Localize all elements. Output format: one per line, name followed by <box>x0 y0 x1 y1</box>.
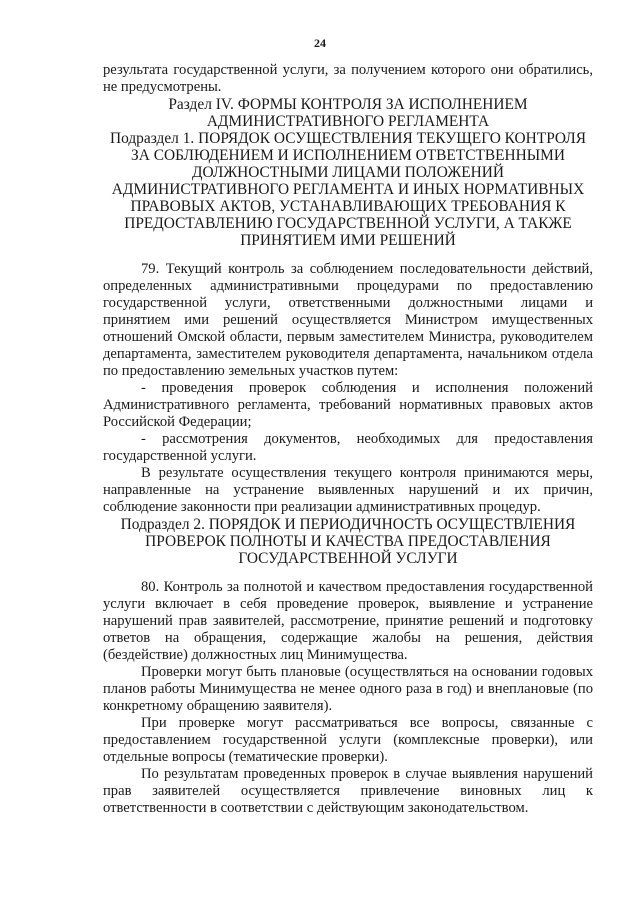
page-number: 24 <box>314 36 326 50</box>
paragraph-80: 80. Контроль за полнотой и качеством предоставления государственной услуги включает в себя проведение проверок, выявление и устранение нарушений прав заявителей, рассмотрение, принятие решений и подготовку ответов на обращения, содержащие жалобы на решения, действия (бездействие) должностных лиц Минимущества. <box>103 579 593 663</box>
paragraph-79-item-1: - проведения проверок соблюдения и исполнения положений Административного регламента, требований нормативных правовых актов Российской Федерации; <box>103 380 593 430</box>
document-body <box>103 62 593 817</box>
paragraph-80-liability: По результатам проведенных проверок в случае выявления нарушений прав заявителей осуществляется привлечение виновных лиц к ответственности в соответствии с действующим законодательством. <box>103 766 593 816</box>
paragraph-79-result: В результате осуществления текущего контроля принимаются меры, направленные на устранение выявленных нарушений и их причин, соблюдение законности при реализации административных процедур. <box>103 465 593 515</box>
paragraph-80-scope: При проверке могут рассматриваться все вопросы, связанные с предоставлением государственной услуги (комплексные проверки), или отдельные вопросы (тематические проверки). <box>103 715 593 765</box>
section-heading: Раздел IV. ФОРМЫ КОНТРОЛЯ ЗА ИСПОЛНЕНИЕМ АДМИНИСТРАТИВНОГО РЕГЛАМЕНТА <box>168 96 528 130</box>
paragraph-79-item-2: - рассмотрения документов, необходимых для предоставления государственной услуги. <box>103 431 593 464</box>
subsection-2-heading: Подраздел 2. ПОРЯДОК И ПЕРИОДИЧНОСТЬ ОСУЩЕСТВЛЕНИЯ ПРОВЕРОК ПОЛНОТЫ И КАЧЕСТВА ПРЕДОСТАВЛЕНИЯ ГОСУДАРСТВЕННОЙ УСЛУГИ <box>120 516 576 567</box>
paragraph-80-checks: Проверки могут быть плановые (осуществляться на основании годовых планов работы Минимущества не менее одного раза в год) и внеплановые (по конкретному обращению заявителя). <box>103 664 593 714</box>
paragraph-79: 79. Текущий контроль за соблюдением последовательности действий, определенных административными процедурами по предоставлению государственной услуги, ответственными должностными лицами и принятием ими решений осуществляется Министром имущественных отношений Омской области, первым заместителем Министра, руководителем департамента, заместителем руководителя департамента, начальником отдела по предоставлению земельных участков путем: <box>103 261 593 379</box>
subsection-1-heading: Подраздел 1. ПОРЯДОК ОСУЩЕСТВЛЕНИЯ ТЕКУЩЕГО КОНТРОЛЯ ЗА СОБЛЮДЕНИЕМ И ИСПОЛНЕНИЕМ ОТВЕТСТВЕННЫМИ ДОЛЖНОСТНЫМИ ЛИЦАМИ ПОЛОЖЕНИЙ АДМИНИСТРАТИВНОГО РЕГЛАМЕНТА И ИНЫХ НОРМАТИВНЫХ ПРАВОВЫХ АКТОВ, УСТАНАВЛИВАЮЩИХ ТРЕБОВАНИЯ К ПРЕДОСТАВЛЕНИЮ ГОСУДАРСТВЕННОЙ УСЛУГИ, А ТАКЖЕ ПРИНЯТИЕМ ИМИ РЕШЕНИЙ <box>109 130 586 249</box>
intro-paragraph: результата государственной услуги, за получением которого они обратились, не предусмотрены. <box>103 62 593 95</box>
